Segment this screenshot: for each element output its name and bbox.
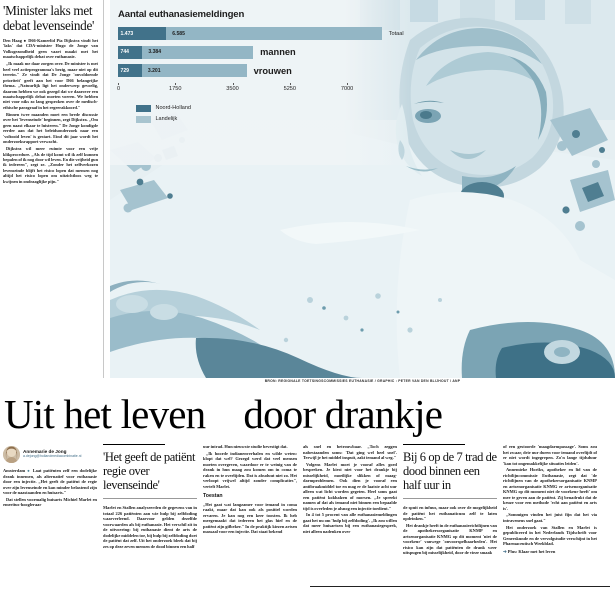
col1-paragraph-1 — [3, 468, 97, 496]
byline-author-name: Annemarie de Jong — [23, 448, 67, 454]
arrow-right-icon: ➔ — [503, 548, 507, 554]
col1-dateline: Amsterdam — [3, 468, 26, 473]
main-headline-left: Uit het leven — [4, 391, 206, 437]
legend-label-landelijk: Landelijk — [155, 116, 178, 123]
column-4 — [303, 444, 403, 593]
column-3-crosshead: Toestan — [203, 493, 223, 500]
column-5-rule — [403, 444, 465, 445]
column-2-body — [103, 505, 197, 549]
col6-paragraph-3: „Sommigen vinden het juist fijn dat het via intraveneus snel gaat." — [503, 512, 597, 523]
bar-row-vrouwen — [118, 64, 410, 77]
bar-segment-noord-holland-vrouwen: 729 — [118, 64, 142, 77]
chart-legend — [136, 105, 410, 124]
axis-tick-label: 1750 — [169, 85, 182, 92]
column-1-body — [3, 468, 97, 508]
col6-paragraph-2: Annemieke Horikx, apotheker en lid van de richtlijncommissie Euthanasie, zegt dat 'de richtlijnen van de apothekersorganisatie KNMP en artsenorganisatie KNMG er artsenorganisatie KNMG op dit moment niet de voorkeur heeft' om mee te geven aan de patiënt. Zij benadrukt dat de keuze voor een methode 'echt aan patiënt en arts is'. — [503, 467, 597, 511]
col6-paragraph-1: of een gestoorde 'maagdarmpassage'. Soms zou het zwaar, drie uur duren voor iemand overlijdt of er niet wordt ingegrepen. Zo'n lange tijdsduur 'kan tot ongemakkelijke situaties leiden'. — [503, 444, 597, 466]
photo-credit: BRON: REGIONALE TOETSINGSCOMMISSIES EUTHANASIE / GRAPHIC : PETER VAN DEN BLIJHOUT / ANP — [264, 379, 461, 383]
col3-paragraph-3: „Het gaat wat langzamer voor iemand in coma raakt, maar dat kan ook als positief worden ervaren. Je kan nog een keer toosten. Ik heb meegemaakt dat iedereen het glas hief en de patiënt zijn gifbeker." In de praktijk kiezen artsen massaal voor een injectie. Dat staat bekend — [203, 501, 297, 535]
axis-tick-label: 5250 — [283, 85, 297, 92]
main-headline-right: door drankje — [243, 391, 443, 437]
bar-segment-landelijk-mannen: 3.384 — [142, 46, 253, 59]
column-2 — [103, 444, 203, 593]
bottom-divider — [310, 586, 610, 587]
sidebar-body — [3, 38, 98, 184]
bar-segment-landelijk-vrouwen: 3.201 — [142, 64, 247, 77]
legend-item-noord-holland — [136, 105, 410, 113]
chart-x-axis — [118, 83, 370, 96]
sidebar-article — [0, 0, 104, 378]
sidebar-dateline: Den Haag — [3, 38, 22, 43]
axis-tick-label: 7000 — [340, 85, 354, 92]
axis-tick-label: 3500 — [226, 85, 239, 92]
col1-paragraph-1-text: Laat patiënten zelf een dodelijke drank innemen, als alternatief voor euthanasie door een injectie. „Het geeft de patiënt de regie over zijn levenseinde en kan minder belastend zijn voor de naastaanden en huisarts." — [3, 468, 97, 495]
col5-paragraph-2: Het drankje heeft in de euthanasierichtlijnen van de apothekersorganisatie KNMP en artsenorganisatie KNMG op dit moment 'niet de voorkeur' vanwege 'onvoorspelbaarheden'. Het risico kan zijn dat patiënten de drank weer uitspugen bij misselijkheid, door de vieze smaak — [403, 522, 498, 556]
sidebar-paragraph-1 — [3, 38, 98, 60]
col6-paragraph-4: Het onderzoek van Stallen en Marlet is gepubliceerd in het Nederlands Tijdschrift voor Geneeskunde en de vervolgstudie verschijnt in het Pharmaceutisch Weekblad. — [503, 524, 597, 547]
sidebar-paragraph-4: Dijkstra wil meer ruimte voor een vrije klikprocedure. „Als de tijd komt wil ik zelf kunnen bepalen of ik nog door wil leven. En die vrijheid gun ik iedereen", zegt ze. „Zonder het zelfverkozen levenseinde blijft het risico lopen dat mensen nog altijd het risico lopen om uitzichtloos weg te kwijnen in ondraaglijke pijn." — [3, 146, 98, 184]
legend-item-landelijk — [136, 116, 410, 124]
chart-title: Aantal euthanasiemeldingen — [118, 9, 245, 20]
byline — [3, 446, 97, 463]
legend-label-noord-holland: Noord-Holland — [155, 105, 191, 112]
chart-bars — [118, 27, 410, 96]
sidebar-headline: 'Minister laks met debat levenseinde' — [3, 3, 95, 33]
column-5-subrule — [403, 498, 497, 499]
column-3-body-2 — [203, 502, 297, 535]
sidebar-paragraph-2: „Ik maak me daar zorgen over. De minister is met heel veel actieprogramma's bezig, maar niet op dit terrein." Ze vindt dat De Jonge 'onvoldoende prioriteit' geeft aan het voor D66 belangrijke thema. „Natuurlijk ligt het onderwerp gevoelig, daarom hebben we ook gezegd dat we daarover een maatschappelijk debat moeten voeren. We hebben niet voor niks zo lang gesproken over de medisch-ethische paragraaf in het regeerakkoord." — [3, 61, 98, 110]
bar-label-vrouwen: vrouwen — [253, 65, 292, 76]
bar-label-mannen: mannen — [260, 47, 296, 57]
column-5-body — [403, 505, 497, 556]
byline-meta — [23, 446, 81, 458]
avatar-photo-icon — [3, 446, 20, 463]
col5-paragraph-1: de spuit en infuus, maar ook over de mogelijkheid de patiënt het euthanaticum zelf te laten opdrinken." — [403, 505, 497, 521]
bar-segment-noord-holland-totaal: 1.473 — [118, 27, 166, 40]
euthanasia-chart — [110, 0, 410, 165]
legend-swatch-icon-noord-holland — [136, 105, 151, 113]
col1-paragraph-2: Dat stellen voormalig huisarts Michiel Marlet en emeritus-hoogleraar — [3, 496, 97, 508]
bar-row-mannen — [118, 46, 410, 59]
bar-row-totaal — [118, 27, 410, 40]
col4-paragraph-3: In 4 tot 5 procent van alle euthanasiemeldingen gaat het nu om 'hulp bij zelfdoding'. „Ik zou willen dat meer huisartsen bij een euthanasiegesprek, niet alleen nadenken over — [303, 512, 397, 534]
column-1 — [3, 444, 103, 593]
plus-line-text: Plus: Klaar met het leven — [507, 548, 556, 554]
bar-segment-noord-holland-mannen: 744 — [118, 46, 142, 59]
column-6 — [503, 444, 603, 593]
column-5 — [403, 444, 503, 593]
sidebar-paragraph-1-text: D66-Kamerlid Pia Dijkstra vindt het 'laks' dat CDA-minister Hugo de Jonge van Volksgezondheid geen vaart maakt met het maatschappelijk debat over euthanasie. — [3, 38, 99, 60]
column-2-subrule — [103, 498, 197, 499]
column-6-body — [503, 444, 597, 547]
bar-label-totaal: Totaal — [388, 30, 404, 37]
byline-author-email[interactable]: a.dejong@hollandmediacombinatie.nl — [23, 454, 82, 458]
column-3-body — [203, 444, 297, 489]
column-3 — [203, 444, 303, 593]
axis-tick-label: 0 — [117, 85, 121, 92]
main-headline — [0, 392, 615, 442]
col2-paragraph-1: Marlet en Stallen analyseerden de gegevens van in totaal 226 patiënten aan wie hulp bij zelfdoding waarverleend. Daarvoor gelden dezelfde voorwaarden als bij euthanasie. Het verschil zit in de uitvoering: bij euthanasie dient de arts de dodelijke middelen toe, bij hulp bij zelfdoding doet de patiënt dat zelf. Uit het onderzoek bleek dat bij zes op deze zeven mensen de dood binnen een half — [103, 505, 197, 549]
dateline-bullet-icon: ● — [23, 38, 27, 43]
col3-paragraph-1: uur intrad. Hun nieuwste studie bevestigt dat. — [203, 444, 288, 449]
legend-swatch-icon-landelijk — [136, 116, 151, 124]
col1-dateline-bullet-icon: ● — [27, 468, 31, 473]
bar-segment-landelijk-totaal: 6.585 — [166, 27, 382, 40]
article-columns — [0, 444, 615, 593]
column-6-plus-line[interactable] — [503, 549, 597, 555]
column-4-body — [303, 444, 397, 534]
column-2-rule — [103, 444, 165, 445]
avatar — [3, 446, 20, 463]
column-2-subheadline: 'Het geeft de patiënt regie over levenseinde' — [103, 449, 196, 493]
col3-paragraph-2: „Ik hoorde indianenverhalen en wilde weten: klopt dat wel? Gezegd werd dat veel mensen moeten overgeven, waardoor er te weinig van de drank in hun maag zou komen om in coma te raken en te overlijden. Dat is absoluut niet zo. Het verloopt vrijwel altijd zonder complicaties", vertelt Marlet. — [203, 450, 297, 489]
col4-paragraph-2: Volgens Marlet moet je vooraf alles goed bespreken. Je kiest niet voor het drankje bij misselijkheid, moeilijke slikken of maag-darmproblemen. Ook dien je vooraf een antibraakmiddel toe en mag er de laatste acht uur alleen wat licht worden gegeten. Heel soms gaat een patiënt kokhalzen of morsen. „Je spreekt namen af dat als iemand niet binnen een bepaalde tijd is overleden je alsnog een injectie toedient." — [303, 461, 397, 511]
column-5-subheadline: Bij 6 op de 7 trad de dood binnen een half uur in — [403, 449, 497, 493]
col4-paragraph-1: als snel en betrouwbaar. „Toch zeggen nabestaanden soms: 'Dat ging wel heel snel'. Terwijl je het middel inspuit, zakt iemand al weg." — [303, 444, 397, 460]
sidebar-paragraph-3: Binnen twee maanden moet een brede discussie over het 'levenseinde' beginnen, zegt Dijkstra. „Om geen naast elkaar te luisteren." De Jonge kondigde eerder aan dat het beleidsonderzoek naar een 'voltooid leven' is gestart. Eind dit jaar wordt het onderzoeksrapport verwacht. — [3, 111, 98, 145]
